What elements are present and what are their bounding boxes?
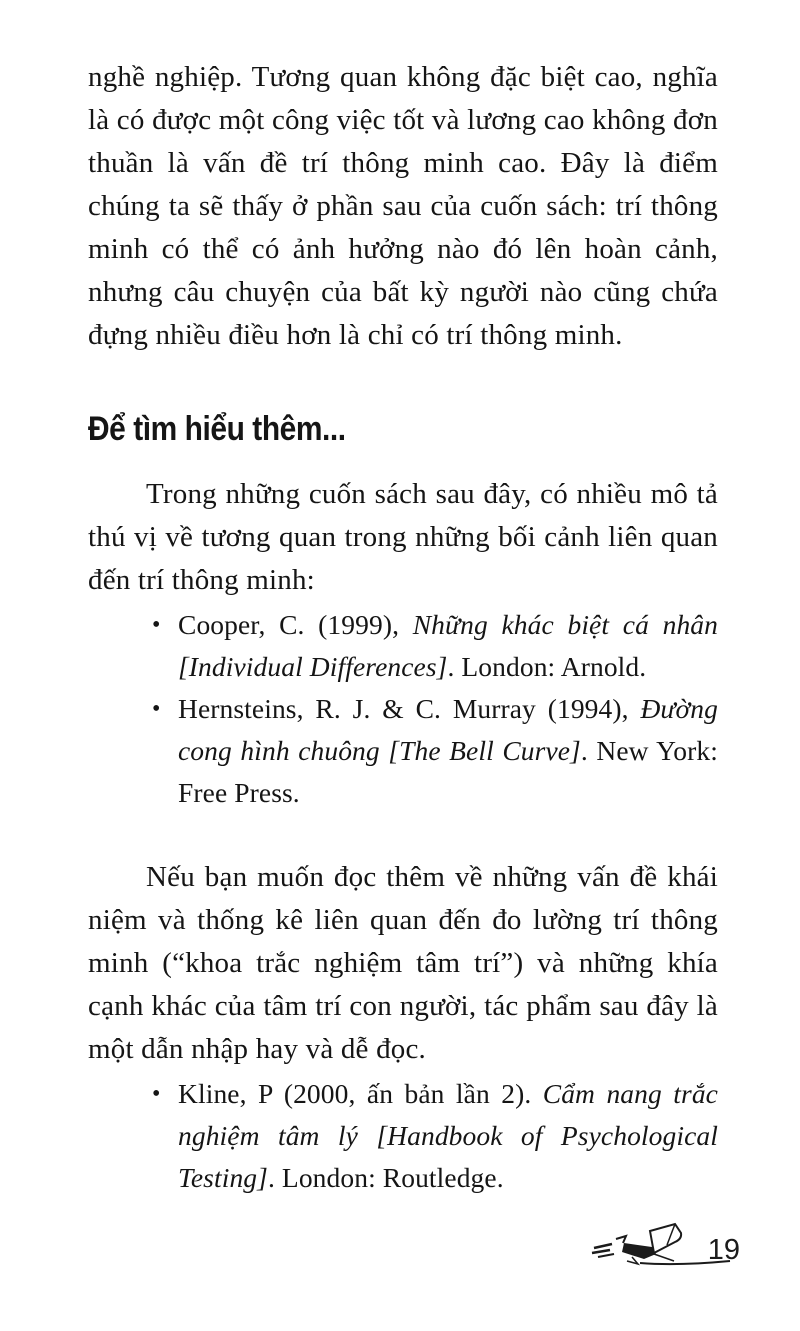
reference-item	[88, 1073, 718, 1199]
page-content	[88, 56, 718, 1199]
reference-title: Đường cong hình chuông [The Bell Curve]	[178, 693, 718, 766]
continuation-paragraph: nghề nghiệp. Tương quan không đặc biệt cao, nghĩa là có được một công việc tốt và lương cao không đơn thuần là vấn đề trí thông minh cao. Đây là điểm chúng ta sẽ thấy ở phần sau của cuốn sách: trí thông minh có thể có ảnh hưởng nào đó lên hoàn cảnh, nhưng câu chuyện của bất kỳ người nào cũng chứa đựng nhiều điều hơn là chỉ có trí thông minh.	[88, 61, 718, 351]
psychometrics-paragraph: Nếu bạn muốn đọc thêm về những vấn đề khái niệm và thống kê liên quan đến đo lường trí thông minh (“khoa trắc nghiệm tâm trí”) và những khía cạnh khác của tâm trí con người, tác phẩm sau đây là một dẫn nhập hay và dễ đọc.	[88, 861, 718, 1065]
reference-list-intelligence	[88, 604, 718, 814]
reference-list-psychometrics	[88, 1073, 718, 1199]
reference-suffix: . London: Routledge.	[267, 1162, 504, 1193]
page-number: 19	[707, 1234, 740, 1266]
reference-item	[88, 604, 718, 688]
reference-title: Những khác biệt cá nhân [Individual Differences]	[178, 609, 718, 682]
reference-item	[88, 688, 718, 814]
intro-paragraph: Trong những cuốn sách sau đây, có nhiều mô tả thú vị về tương quan trong những bối cảnh liên quan đến trí thông minh:	[88, 478, 718, 596]
bullet-icon: •	[152, 696, 161, 722]
reference-prefix: Kline, P (2000, ấn bản lần 2).	[178, 1078, 543, 1109]
bullet-icon: •	[152, 1081, 161, 1107]
reference-title: Cẩm nang trắc nghiệm tâm lý [Handbook of Psychological Testing]	[178, 1078, 718, 1193]
reference-prefix: Hernsteins, R. J. & C. Murray (1994),	[178, 693, 641, 724]
reference-text	[178, 688, 718, 814]
reference-suffix: . London: Arnold.	[447, 651, 647, 682]
reference-text	[178, 604, 718, 688]
page-footer	[582, 1221, 742, 1271]
bullet-icon: •	[152, 612, 161, 638]
section-heading: Để tìm hiểu thêm...	[88, 410, 346, 448]
reference-prefix: Cooper, C. (1999),	[178, 609, 413, 640]
reference-suffix: . New York: Free Press.	[178, 735, 718, 808]
reference-text	[178, 1073, 718, 1199]
